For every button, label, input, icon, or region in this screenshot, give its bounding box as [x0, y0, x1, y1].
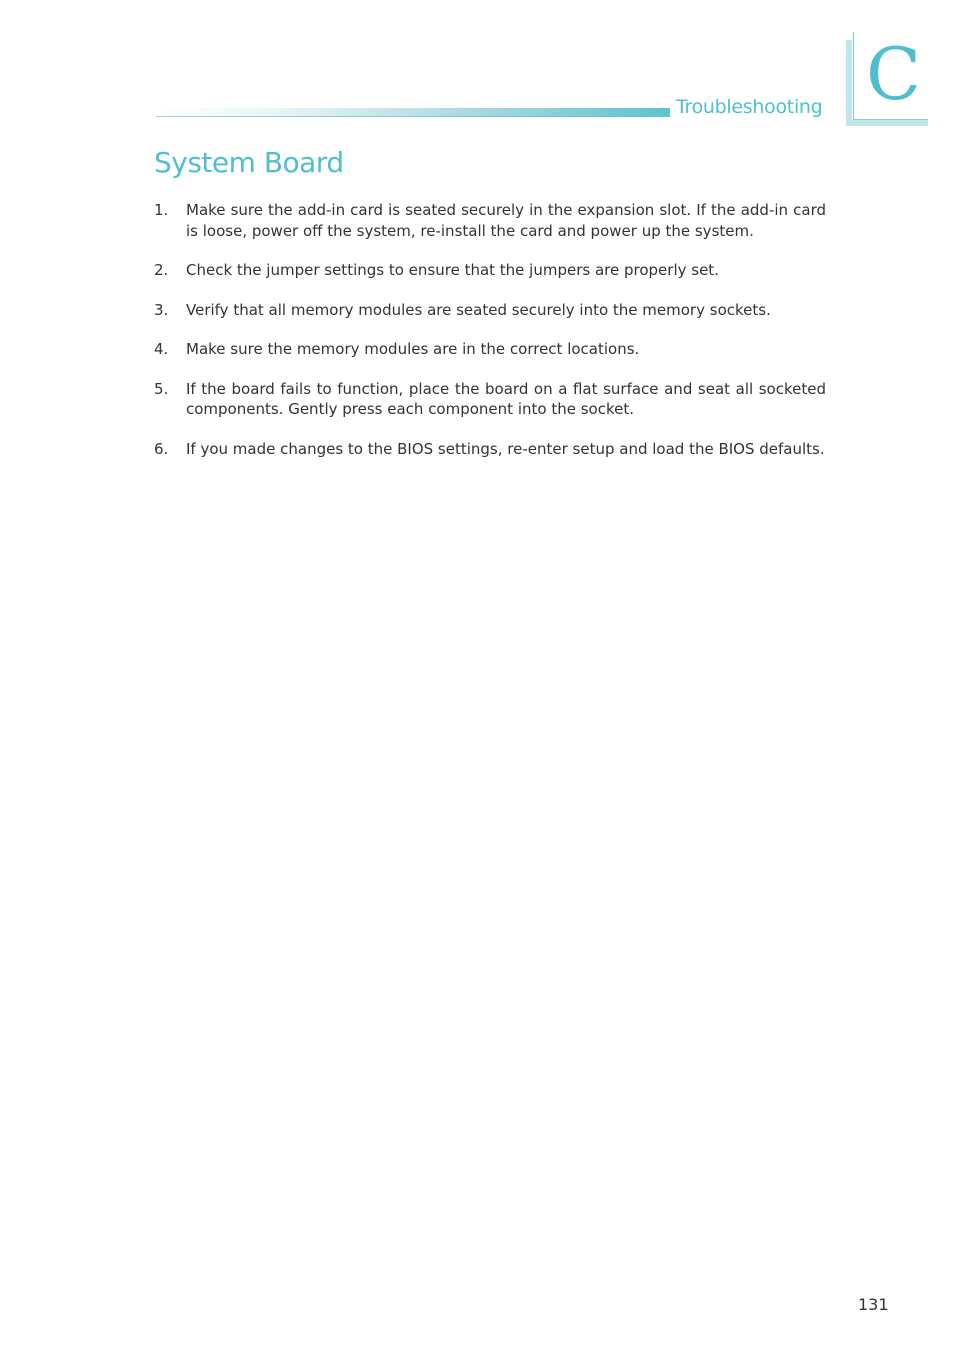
header-bar-line	[156, 116, 670, 117]
header-gradient-bar	[156, 108, 670, 118]
page-number: 131	[858, 1295, 889, 1314]
chapter-tab-inner-line-horizontal	[853, 119, 928, 120]
list-item-number: 3.	[154, 300, 169, 319]
list-item-text: Verify that all memory modules are seated securely into the memory sockets.	[186, 300, 771, 319]
list-item	[154, 339, 826, 360]
list-item	[154, 260, 826, 281]
page-title: System Board	[154, 146, 344, 179]
list-item-text: If the board fails to function, place the board on a flat surface and seat all socketed components. Gently press each component into the socket.	[186, 379, 826, 418]
chapter-tab-bottom-border	[846, 120, 928, 126]
section-label: Troubleshooting	[676, 96, 823, 118]
list-item-text: Make sure the memory modules are in the correct locations.	[186, 340, 640, 358]
list-item	[154, 379, 826, 420]
list-item	[154, 200, 826, 241]
troubleshooting-steps-list	[154, 200, 826, 478]
list-item-text: Check the jumper settings to ensure that the jumpers are properly set.	[186, 261, 719, 279]
list-item-number: 2.	[154, 261, 169, 279]
list-item	[154, 300, 826, 321]
list-item-number: 6.	[154, 439, 169, 458]
chapter-letter: C	[866, 32, 922, 116]
list-item-number: 1.	[154, 201, 169, 219]
header-bar-fill	[156, 108, 670, 116]
chapter-tab-inner-line-vertical	[853, 32, 854, 120]
list-item	[154, 439, 826, 460]
chapter-tab-left-border	[846, 40, 852, 126]
chapter-tab	[846, 32, 928, 126]
list-item-number: 4.	[154, 340, 169, 358]
list-item-text: Make sure the add-in card is seated securely in the expansion slot. If the add-in card is loose, power off the system, re-install the card and power up the system.	[186, 201, 826, 240]
list-item-text: If you made changes to the BIOS settings, re-enter setup and load the BIOS defaults.	[186, 439, 825, 458]
list-item-number: 5.	[154, 379, 169, 398]
